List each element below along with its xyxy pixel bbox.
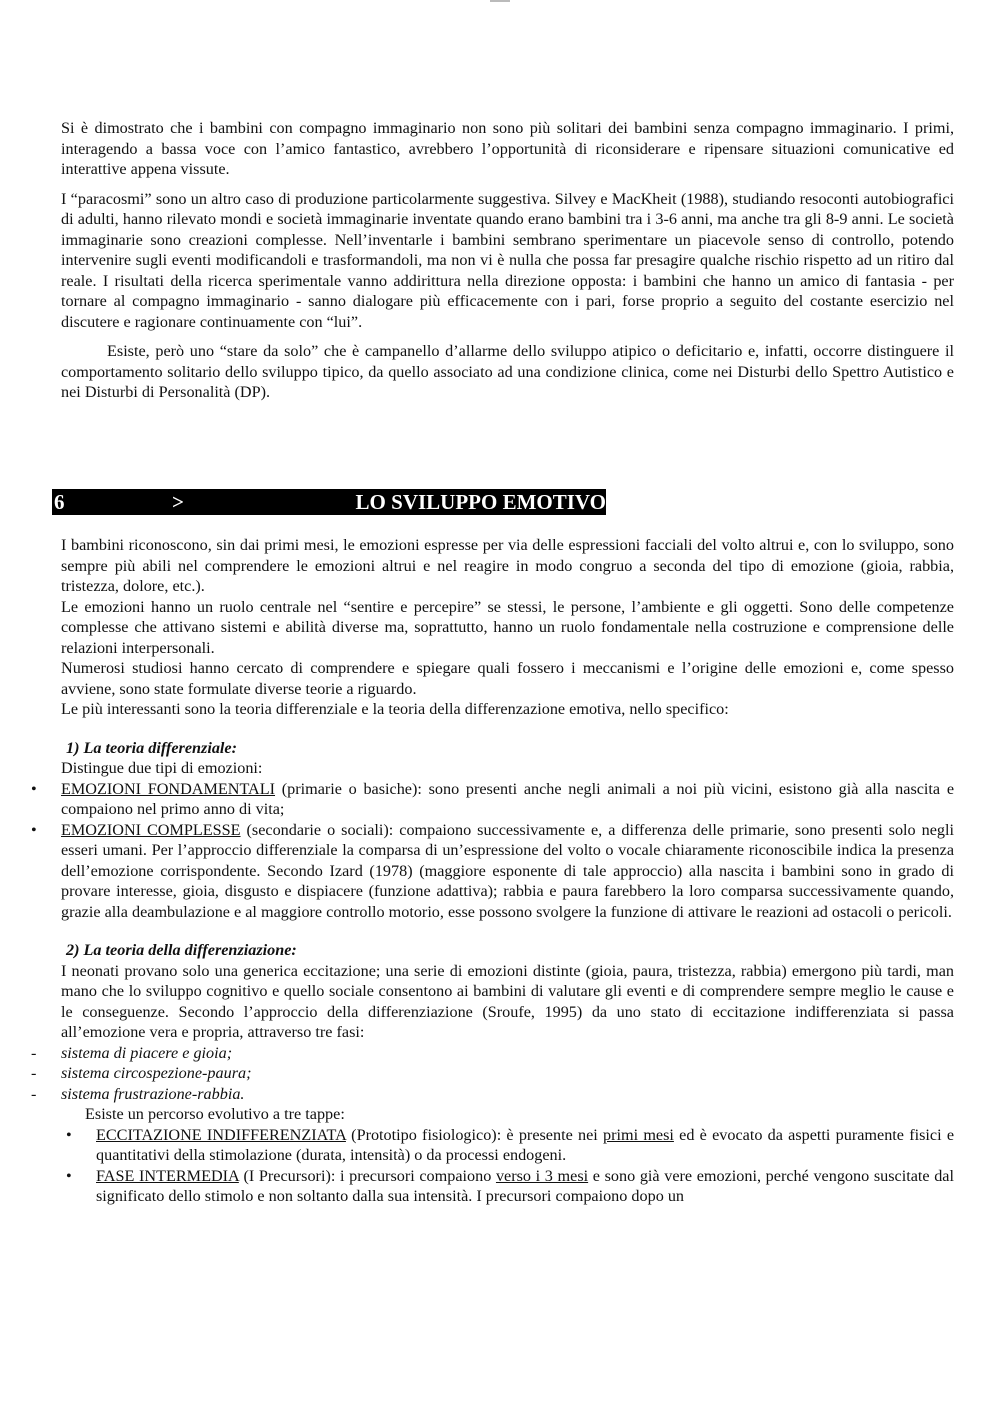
list-item: - sistema frustrazione-rabbia.: [31, 1084, 245, 1103]
theory2-heading: 2) La teoria della differenziazione:: [66, 941, 297, 959]
section-title: LO SVILUPPO EMOTIVO: [355, 490, 606, 514]
paragraph: I bambini riconoscono, sin dai primi mesi, le emozioni espresse per via delle espressioni facciali del volto altrui e, con lo sviluppo, sono sempre più abili nel comprendere le emozioni altrui e nel reagire in modo congruo a seconda del tipo di emozione (gioia, rabbia, tristezza, dolore, etc.).: [61, 536, 954, 595]
dash-icon: -: [31, 1043, 37, 1062]
paragraph: I “paracosmi” sono un altro caso di produzione particolarmente suggestiva. Silvey e MacKheit (1988), studiando resoconti autobiografici di adulti, hanno rilevato mondi e società immaginarie inventate quando erano bambini tra i 3-6 anni, ma anche tra gli 8-9 anni. Le società immaginarie sono creazioni complesse. Nell’inventarle i bambini sembrano sperimentare un piacevole senso di controllo, potendo intervenire sugli eventi modificandoli e trasformandoli, ma non vi è nulla che possa far presagire qualche rischio rispetto ad un ritiro dal reale. I risultati della ricerca sperimentale vanno addirittura nella direzione opposta: i bambini che hanno un amico di fantasia - per tornare al compagno immaginario - sanno dialogare più efficacemente con i pari, forse proprio a seguito del costante esercizio nel discutere e ragionare continuamente con “lui”.: [61, 189, 954, 331]
bullet-icon: •: [31, 779, 37, 798]
stages-list: [66, 1125, 955, 1207]
list-term: EMOZIONI FONDAMENTALI: [61, 779, 276, 798]
top-text-block: [61, 118, 954, 403]
list-term: EMOZIONI COMPLESSE: [61, 820, 241, 839]
list-item: - sistema di piacere e gioia;: [31, 1043, 233, 1062]
list-text: (primarie o basiche): sono presenti anche negli animali a noi più vicini, esistono già alla nascita e compaiono nel primo anno di vita;: [61, 779, 954, 818]
phases-list: [31, 1043, 954, 1105]
paragraph: Si è dimostrato che i bambini con compagno immaginario non sono più solitari dei bambini senza compagno immaginario. I primi, interagendo a bassa voce con l’amico fantastico, avrebbero l’opportunità di riconsiderare e ripensare situazioni comunicative ed interattive appena vissute.: [61, 119, 954, 178]
bullet-icon: •: [66, 1125, 72, 1144]
theory1-list: [31, 779, 954, 923]
section-number: 6: [54, 490, 65, 514]
paragraph: Le emozioni hanno un ruolo centrale nel “sentire e percepire” se stessi, le persone, l’ambiente e gli oggetti. Sono delle competenze complesse che attivano sistemi e abilità diverse ma, soprattutto, hanno un ruolo fondamentale nella costruzione e comprensione delle relazioni interpersonali.: [61, 597, 954, 657]
paragraph: Esiste, però uno “stare da solo” che è campanello d’allarme dello sviluppo atipico o deficitario e, infatti, occorre distinguere il comportamento solitario dello sviluppo tipico, da quello associato ad una condizione clinica, come nei Disturbi dello Spettro Autistico e nei Disturbi di Personalità (DP).: [61, 342, 954, 401]
list-item: - sistema circospezione-paura;: [31, 1064, 252, 1082]
list-text: (secondarie o sociali): compaiono successivamente e, a differenza delle primarie, sono presenti solo negli esseri umani. Per l’approccio differenziale la comparsa di un’espressione del volto o vocale chiaramente riconoscibile indica la presenza dell’emozione corrispondente. Secondo Izard (1978) (maggiore esponente di tale approccio) alla nascita i bambini sono in grado di provare interesse, gioia, disgusto e dispiacere (funzione adattiva); rabbia e paura farebbero la loro comparsa successivamente quando, grazie alla deambulazione e al maggiore controllo motorio, esse possono svolgere la funzione di attivare le reazioni ad ostacoli o pericoli.: [61, 820, 954, 921]
section-arrow: >: [172, 490, 184, 514]
bullet-icon: •: [31, 820, 37, 839]
section-heading: [52, 489, 606, 515]
dash-icon: -: [31, 1064, 37, 1082]
theory1-lead: Distingue due tipi di emozioni:: [61, 759, 263, 777]
list-item: [31, 779, 954, 820]
paragraph: Le più interessanti sono la teoria differenziale e la teoria della differenzazione emotiva, nello specifico:: [61, 700, 729, 718]
paragraph: Numerosi studiosi hanno cercato di comprendere e spiegare quali fossero i meccanismi e l’origine delle emozioni e, come spesso avviene, sono state formulate diverse teorie a riguardo.: [61, 659, 954, 698]
theory1-heading: 1) La teoria differenziale:: [66, 738, 237, 757]
bullet-icon: •: [66, 1166, 72, 1185]
section-body: [31, 535, 955, 1207]
dash-icon: -: [31, 1084, 37, 1103]
page-top-mark: [490, 0, 510, 2]
list-item: • FASE INTERMEDIA (I Precursori): i precursori compaiono verso i 3 mesi e sono già vere emozioni, perché vengono suscitate dal significato dello stimolo e non soltanto dalla sua intensità. I precursori compaiono dopo un: [66, 1166, 954, 1205]
list-item: • ECCITAZIONE INDIFFERENZIATA (Prototipo fisiologico): è presente nei primi mesi ed è evocato da aspetti puramente fisici e quantitativi della stimolazione (durata, intensità) o da processi endogeni.: [66, 1125, 955, 1164]
list-item: [31, 820, 954, 923]
theory2-text: I neonati provano solo una generica eccitazione; una serie di emozioni distinte (gioia, paura, tristezza, rabbia) emergono più tardi, man mano che lo sviluppo cognitivo e quello sociale consentono ai bambini di valutare gli eventi e di comprendere sempre meglio le cause e le conseguenze. Secondo l’approccio della differenziazione (Sroufe, 1995) da uno stato di eccitazione indifferenziata si passa all’emozione vera e propria, attraverso tre fasi:: [61, 961, 954, 1041]
path-lead: Esiste un percorso evolutivo a tre tappe:: [85, 1105, 345, 1123]
